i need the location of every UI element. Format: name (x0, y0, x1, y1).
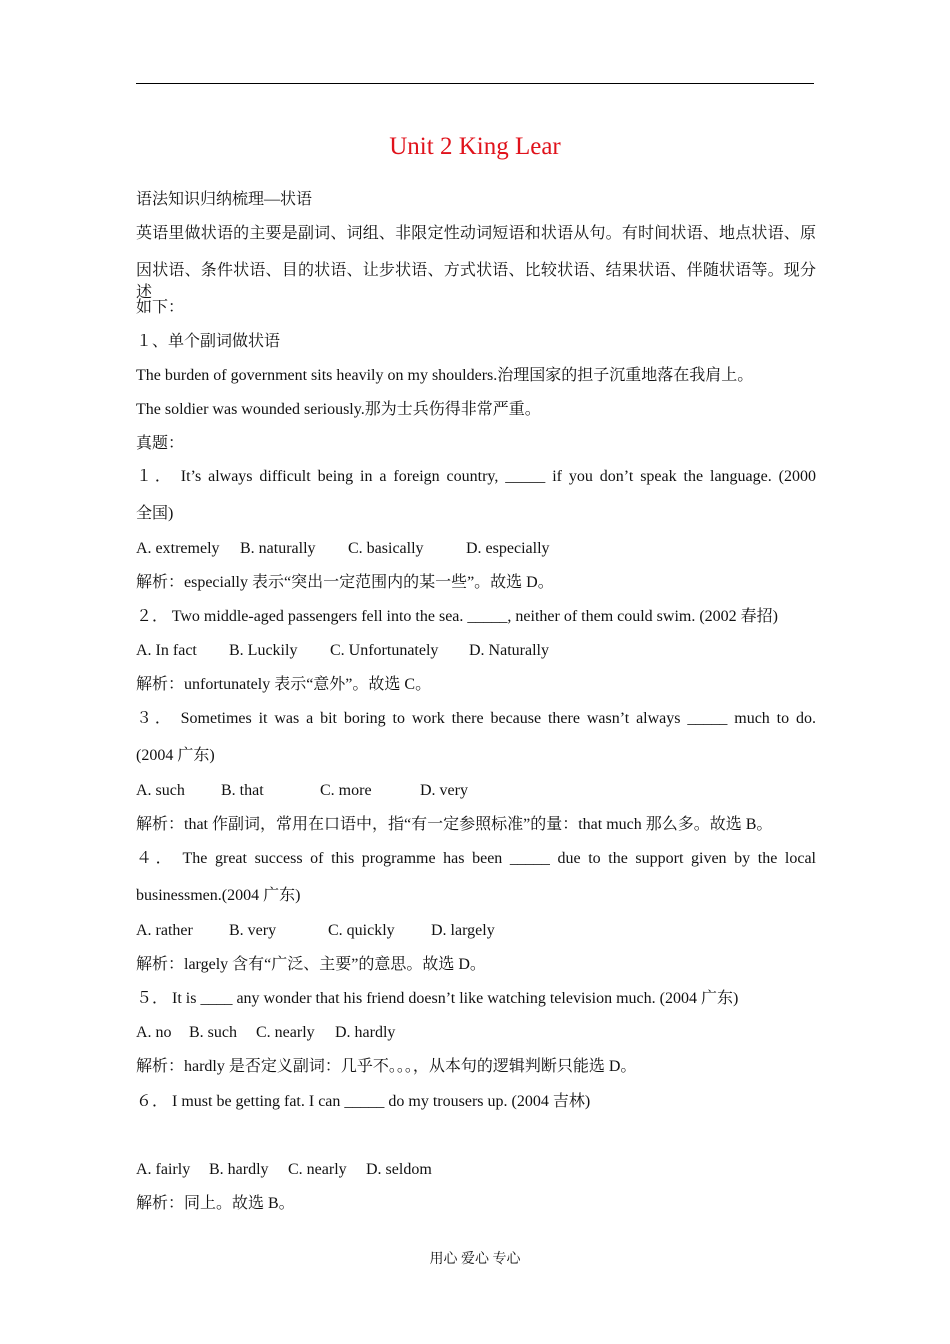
option-b: B. Luckily (229, 642, 298, 659)
question-1-text: １． It’s always difficult being in a foreign country, _____ if you don’t speak the language. (2000 (136, 468, 816, 485)
intro-line-3: 如下： (136, 299, 185, 316)
option-d: D. Naturally (469, 642, 549, 659)
question-3-options (136, 780, 816, 802)
intro-line-2: 因状语、条件状语、目的状语、让步状语、方式状语、比较状语、结果状语、伴随状语等。现分述 (136, 262, 816, 301)
point-heading: １、单个副词做状语 (136, 333, 281, 350)
question-1-text-cont: 全国) (136, 505, 174, 522)
question-3-text-cont: (2004 广东) (136, 747, 215, 764)
option-c: C. Unfortunately (330, 642, 439, 659)
question-4-text-cont: businessmen.(2004 广东) (136, 887, 301, 904)
question-1-options (136, 538, 816, 560)
question-6-analysis: 解析：同上。故选 B。 (136, 1195, 295, 1212)
question-4-options (136, 920, 816, 942)
option-d: D. very (420, 782, 468, 799)
option-d: D. especially (466, 540, 550, 557)
question-2-options (136, 640, 816, 662)
option-d: D. seldom (366, 1161, 432, 1178)
option-a: A. In fact (136, 642, 197, 659)
option-d: D. hardly (335, 1024, 396, 1041)
option-c: C. nearly (256, 1024, 315, 1041)
question-3-text: ３． Sometimes it was a bit boring to work there because there wasn’t always _____ much to do. (136, 710, 816, 727)
example-sentence-2: The soldier was wounded seriously.那为士兵伤得非常严重。 (136, 401, 541, 418)
option-a: A. no (136, 1024, 172, 1041)
question-4-text: ４． The great success of this programme has been _____ due to the support given by the local (136, 850, 816, 867)
question-2-text: ２． Two middle-aged passengers fell into the sea. _____, neither of them could swim. (2002 春招) (136, 608, 779, 625)
question-3-analysis: 解析：that 作副词，常用在口语中，指“有一定参照标准”的量：that much 那么多。故选 B。 (136, 816, 773, 833)
option-c: C. basically (348, 540, 424, 557)
option-b: B. hardly (209, 1161, 269, 1178)
question-5-text: ５． It is ____ any wonder that his friend doesn’t like watching television much. (2004 广东) (136, 990, 739, 1007)
option-c: C. quickly (328, 922, 395, 939)
question-6-text: ６． I must be getting fat. I can _____ do my trousers up. (2004 吉林) (136, 1093, 591, 1110)
header-rule (136, 83, 814, 84)
option-a: A. fairly (136, 1161, 191, 1178)
example-sentence-1: The burden of government sits heavily on my shoulders.治理国家的担子沉重地落在我肩上。 (136, 367, 754, 384)
page-title: Unit 2 King Lear (389, 133, 561, 160)
intro-line-1: 英语里做状语的主要是副词、词组、非限定性动词短语和状语从句。有时间状语、地点状语、原 (136, 225, 816, 242)
option-b: B. naturally (240, 540, 316, 557)
section-title: 语法知识归纳梳理—状语 (136, 191, 313, 208)
question-5-analysis: 解析：hardly 是否定义副词：几乎不。。。，从本句的逻辑判断只能选 D。 (136, 1058, 637, 1075)
page-footer: 用心 爱心 专心 (429, 1252, 521, 1267)
option-d: D. largely (431, 922, 495, 939)
option-b: B. very (229, 922, 277, 939)
question-2-analysis: 解析：unfortunately 表示“意外”。故选 C。 (136, 676, 432, 693)
option-c: C. nearly (288, 1161, 347, 1178)
option-c: C. more (320, 782, 372, 799)
question-6-options (136, 1159, 816, 1181)
option-a: A. rather (136, 922, 193, 939)
question-1-analysis: 解析：especially 表示“突出一定范围内的某一些”。故选 D。 (136, 574, 554, 591)
real-questions-label: 真题： (136, 435, 185, 452)
option-a: A. such (136, 782, 185, 799)
option-b: B. that (221, 782, 264, 799)
option-b: B. such (189, 1024, 237, 1041)
question-4-analysis: 解析：largely 含有“广泛、主要”的意思。故选 D。 (136, 956, 486, 973)
question-5-options (136, 1022, 816, 1044)
option-a: A. extremely (136, 540, 220, 557)
